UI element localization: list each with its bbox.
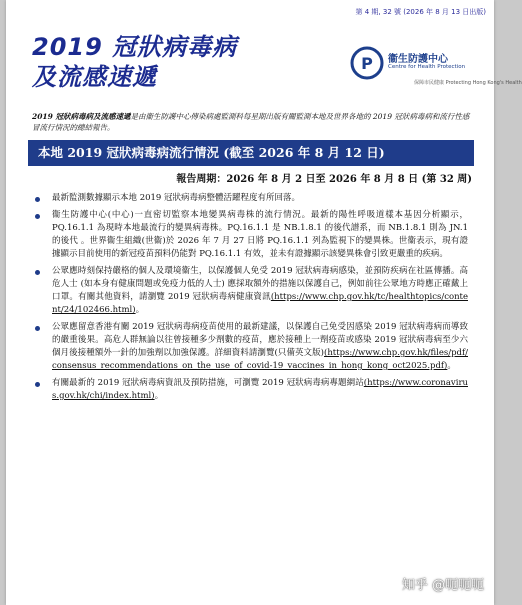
bullet-text: 公眾應時刻保持嚴格的個人及環境衞生，以保護個人免受 2019 冠狀病毒病感染，並預防疾病在社區傳播。高危人士 (如本身有健康問題或免疫力低的人士) 應採取額外的措施以保護自己，例如前往公眾地方時應正確戴上口罩。有關其他資料，請瀏覽 2019 冠狀病毒病健康資訊 — [52, 266, 468, 302]
watermark: 知乎 @呃呃呃 — [401, 578, 484, 593]
bullet-text: 衞生防護中心(中心)一直密切監察本地變異病毒株的流行情況。最新的陽性呼吸道樣本基因分析顯示， PQ.16.1.1 為現時本地最流行的變異病毒株。PQ.16.1.1 是 NB.1.8.1 的後代譜系，而 NB.1.8.1 則為 JN.1 的後代 。世界衞生組織(世衞)於 2026 年 7 月 27 日將 PQ.16.1.1 列為監視下的變異株。世衞表示，現有證據顯示目前使用的新冠疫苗預料仍能對 PQ.16.1.1 有效，並未有證據顯示該變異株會引致更嚴重的疾病。 — [52, 210, 468, 259]
document-page — [6, 0, 522, 605]
bullet-icon — [35, 270, 40, 275]
intro-paragraph — [32, 111, 470, 133]
report-period: 報告周期：2026 年 8 月 2 日至 2026 年 8 月 8 日 (第 32 周) — [176, 174, 472, 185]
svg-text:P: P — [361, 54, 373, 73]
bullet-suffix: 。 — [447, 361, 456, 371]
health-info-link[interactable]: (https://www.chp.gov.hk/tc/healthtopics/content/24/102466.html) — [52, 292, 468, 315]
list-item — [28, 377, 468, 403]
bullet-suffix: 。 — [154, 391, 164, 401]
intro-text: 是由衞生防護中心傳染病處監測科每星期出版有關監測本地及世界各地的 2019 冠狀病毒病和流行性感冒流行情況的總結報告。 — [32, 112, 470, 132]
list-item — [28, 192, 468, 205]
bullet-icon — [35, 214, 40, 219]
title-line-1: 2019 冠狀病毒病 — [32, 33, 238, 61]
section-banner: 本地 2019 冠狀病毒病流行情況 (截至 2026 年 8 月 12 日) — [28, 140, 474, 166]
bullet-text: 最新監測數據顯示本地 2019 冠狀病毒病整體活躍程度有所回落。 — [52, 193, 301, 203]
title-line-2: 及流感速遞 — [32, 63, 157, 91]
issue-info: 第 4 期, 32 號 (2026 年 8 月 13 日出版) — [355, 8, 486, 16]
logo-tagline: 保障市民健康 Protecting Hong Kong's Health — [414, 80, 522, 86]
list-item — [28, 265, 468, 317]
coronavirus-website-link[interactable]: (https://www.coronavirus.gov.hk/chi/index.html) — [52, 378, 468, 401]
bullet-text: 有關最新的 2019 冠狀病毒病資訊及預防措施，可瀏覽 2019 冠狀病毒病專題網站 — [52, 378, 364, 388]
vaccine-recommendations-link[interactable]: (https://www.chp.gov.hk/files/pdf/consensus_recommendations_on_the_use_of_covid-19_vaccines_in_hong_kong_oct2025.pdf) — [52, 348, 468, 371]
list-item — [28, 321, 468, 373]
bullet-suffix: 。 — [135, 305, 145, 315]
bullet-text: 公眾應留意香港有關 2019 冠狀病毒病疫苗使用的最新建議，以保護自己免受因感染 2019 冠狀病毒病而導致的嚴重後果。高危人群無論以往曾接種多少劑數的疫苗，應於接種上一劑疫苗或感染 2019 冠狀病毒病至少六個月後接種額外一針的加強劑以加強保護。詳細資料請瀏覽(只備英文版) — [52, 322, 468, 358]
chp-emblem-icon — [350, 46, 384, 80]
bullet-list — [28, 192, 468, 407]
logo-chinese-name: 衞生防護中心 — [388, 54, 448, 65]
bullet-icon — [35, 326, 40, 331]
chp-logo — [350, 42, 522, 90]
list-item — [28, 209, 468, 261]
bullet-icon — [35, 382, 40, 387]
intro-bold: 2019 冠狀病毒病及流感速遞 — [32, 112, 131, 121]
newsletter-title — [32, 32, 237, 92]
bullet-icon — [35, 197, 40, 202]
logo-english-name: Centre for Health Protection — [388, 64, 466, 70]
